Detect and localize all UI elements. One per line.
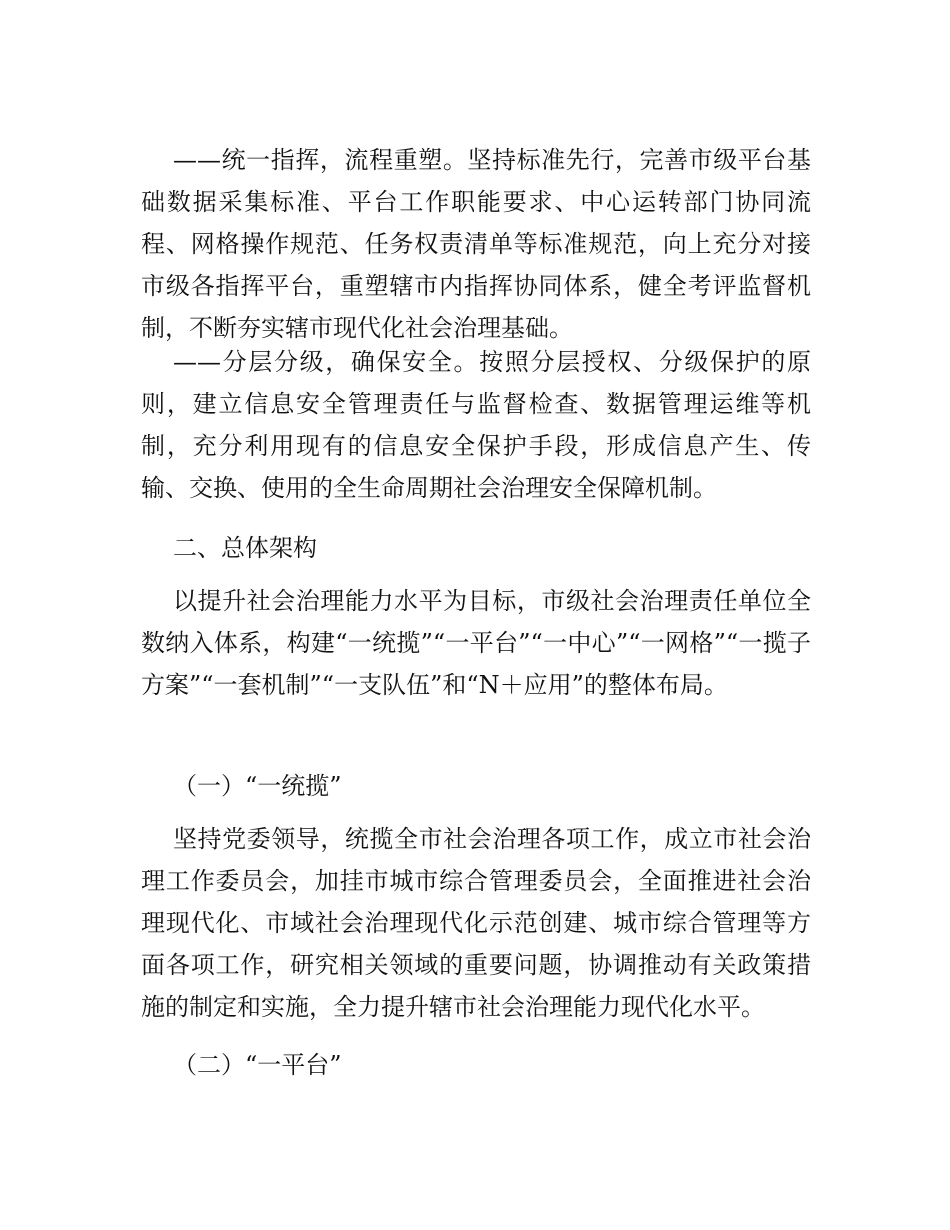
subheading-one-platform: （二）“一平台” <box>173 1051 342 1079</box>
paragraph-layered-security: ——分层分级，确保安全。按照分层授权、分级保护的原则，建立信息安全管理责任与监督检查、数据管理运维等机制，充分利用现有的信息安全保护手段，形成信息产生、传输、交换、使用的全生命周期社会治理安全保障机制。 <box>141 348 811 502</box>
paragraph-overall-layout: 以提升社会治理能力水平为目标，市级社会治理责任单位全数纳入体系，构建“一统揽”“一平台”“一中心”“一网格”“一揽子方案”“一套机制”“一支队伍”和“N＋应用”的整体布局。 <box>141 587 811 699</box>
subheading-one-command: （一）“一统揽” <box>173 772 342 800</box>
section-heading-overall-architecture: 二、总体架构 <box>173 534 317 562</box>
paragraph-unified-command: ——统一指挥，流程重塑。坚持标准先行，完善市级平台基础数据采集标准、平台工作职能要求、中心运转部门协同流程、网格操作规范、任务权责清单等标准规范，向上充分对接市级各指挥平台，重塑辖市内指挥协同体系，健全考评监督机制，不断夯实辖市现代化社会治理基础。 <box>141 146 811 342</box>
paragraph-party-leadership: 坚持党委领导，统揽全市社会治理各项工作，成立市社会治理工作委员会，加挂市城市综合管理委员会，全面推进社会治理现代化、市域社会治理现代化示范创建、城市综合管理等方面各项工作，研究相关领域的重要问题，协调推动有关政策措施的制定和实施，全力提升辖市社会治理能力现代化水平。 <box>141 825 811 1021</box>
